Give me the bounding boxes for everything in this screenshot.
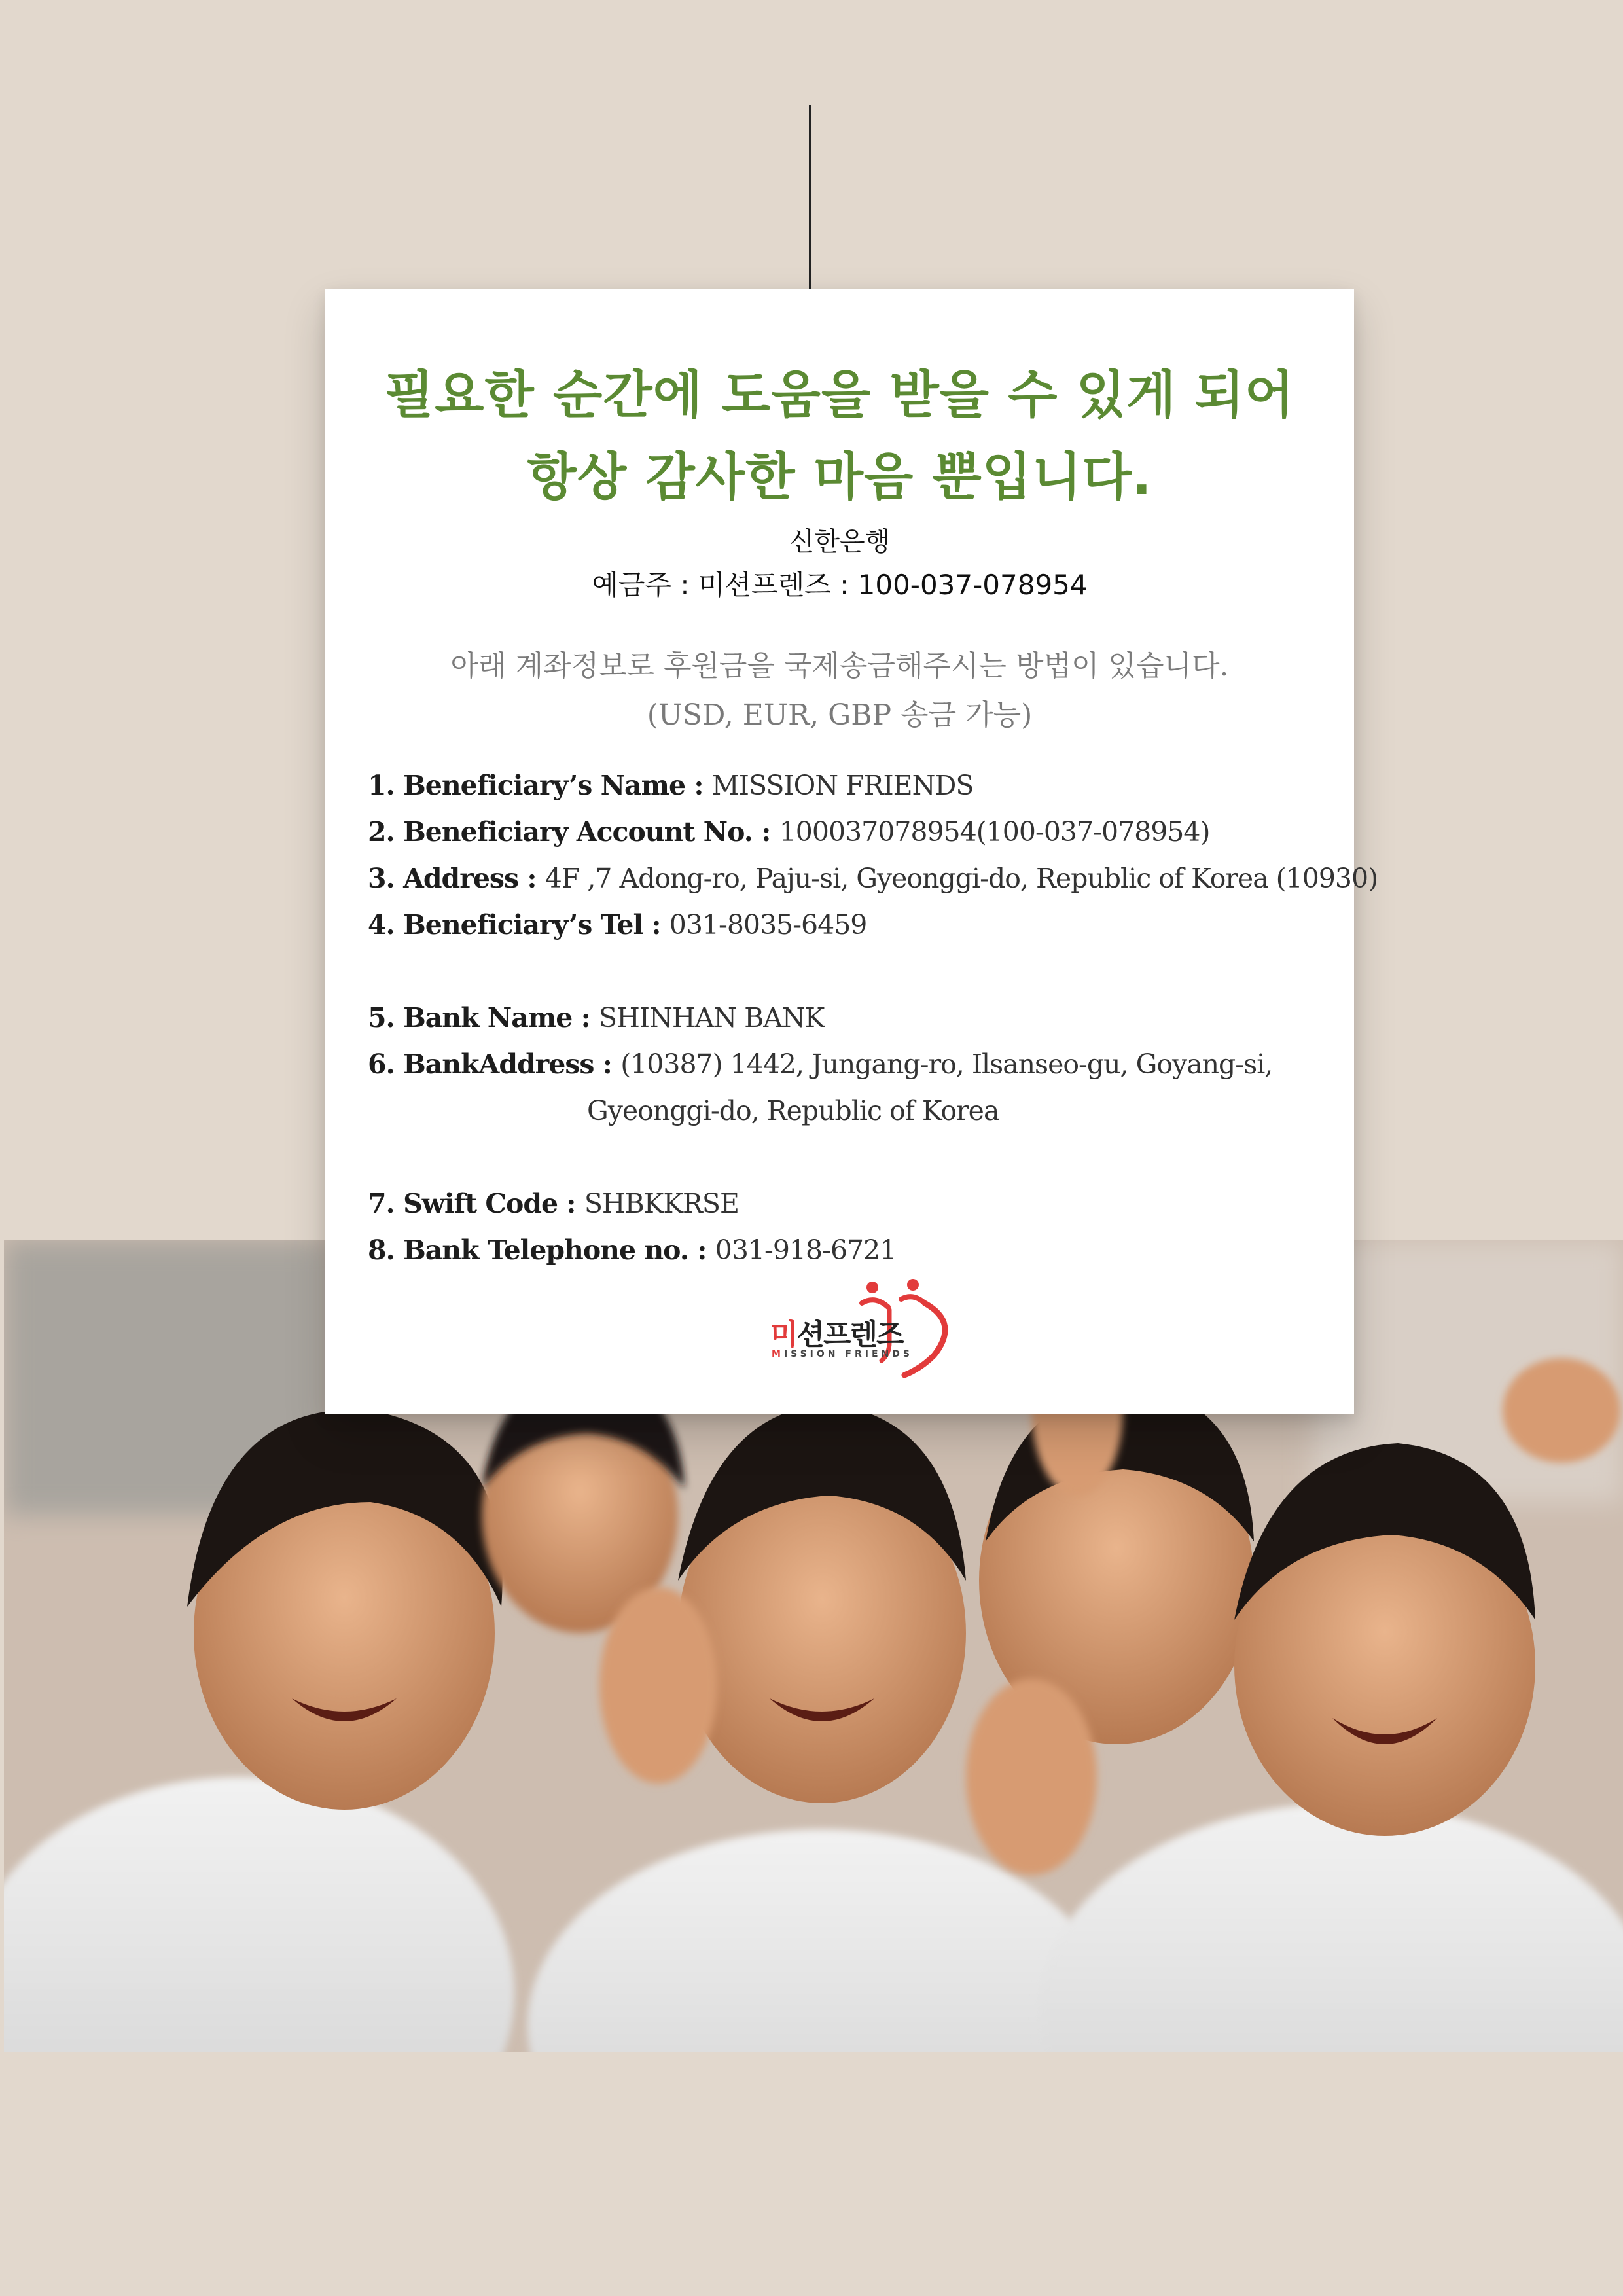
info-row-account-no xyxy=(368,816,1209,848)
info-row-bank-address xyxy=(368,1049,1272,1080)
info-label: 1. Beneficiary’s Name : xyxy=(368,770,712,801)
info-row-swift-code xyxy=(368,1188,739,1219)
info-label: 4. Beneficiary’s Tel : xyxy=(368,909,669,941)
logo-subtitle: MISSION FRIENDS xyxy=(772,1349,913,1359)
info-label: 8. Bank Telephone no. : xyxy=(368,1234,715,1266)
info-row-bank-name xyxy=(368,1002,824,1033)
info-label: 5. Bank Name : xyxy=(368,1002,599,1033)
info-label: 2. Beneficiary Account No. : xyxy=(368,816,779,848)
info-row-bank-address-cont xyxy=(587,1095,999,1126)
account-holder: 예금주 : 미션프렌즈 : 100-037-078954 xyxy=(592,569,1088,601)
bank-name-korean: 신한은행 xyxy=(789,527,891,557)
hanging-string xyxy=(809,105,812,317)
headline-line-1: 필요한 순간에 도움을 받을 수 있게 되어 xyxy=(384,366,1295,425)
info-value: 031-8035-6459 xyxy=(669,909,867,941)
currency-note: (USD, EUR, GBP 송금 가능) xyxy=(647,698,1033,732)
info-value: MISSION FRIENDS xyxy=(711,770,974,801)
info-row-address xyxy=(368,863,1378,894)
info-label: 7. Swift Code : xyxy=(368,1188,584,1219)
info-row-beneficiary-tel xyxy=(368,909,866,941)
mission-friends-logo xyxy=(770,1277,967,1388)
headline-line-2: 항상 감사한 마음 뿐입니다. xyxy=(527,448,1152,507)
info-value: 4F ,7 Adong-ro, Paju-si, Gyeonggi-do, Republic of Korea (10930) xyxy=(544,863,1378,894)
info-value: SHBKKRSE xyxy=(584,1188,739,1219)
info-value: SHINHAN BANK xyxy=(598,1002,825,1033)
info-row-beneficiary-name xyxy=(368,770,973,801)
info-value: 031-918-6721 xyxy=(715,1234,897,1266)
info-value: 100037078954(100-037-078954) xyxy=(779,816,1210,848)
logo-wordmark: 미션프렌즈 xyxy=(770,1318,903,1352)
info-row-bank-telephone xyxy=(368,1234,896,1266)
remittance-note: 아래 계좌정보로 후원금을 국제송금해주시는 방법이 있습니다. xyxy=(450,649,1229,683)
info-value: (10387) 1442, Jungang-ro, Ilsanseo-gu, Goyang-si, xyxy=(620,1049,1273,1080)
info-value: Gyeonggi-do, Republic of Korea xyxy=(587,1095,999,1126)
info-label: 6. BankAddress : xyxy=(368,1049,621,1080)
donation-info-card xyxy=(325,289,1378,1414)
info-label: 3. Address : xyxy=(368,863,545,894)
